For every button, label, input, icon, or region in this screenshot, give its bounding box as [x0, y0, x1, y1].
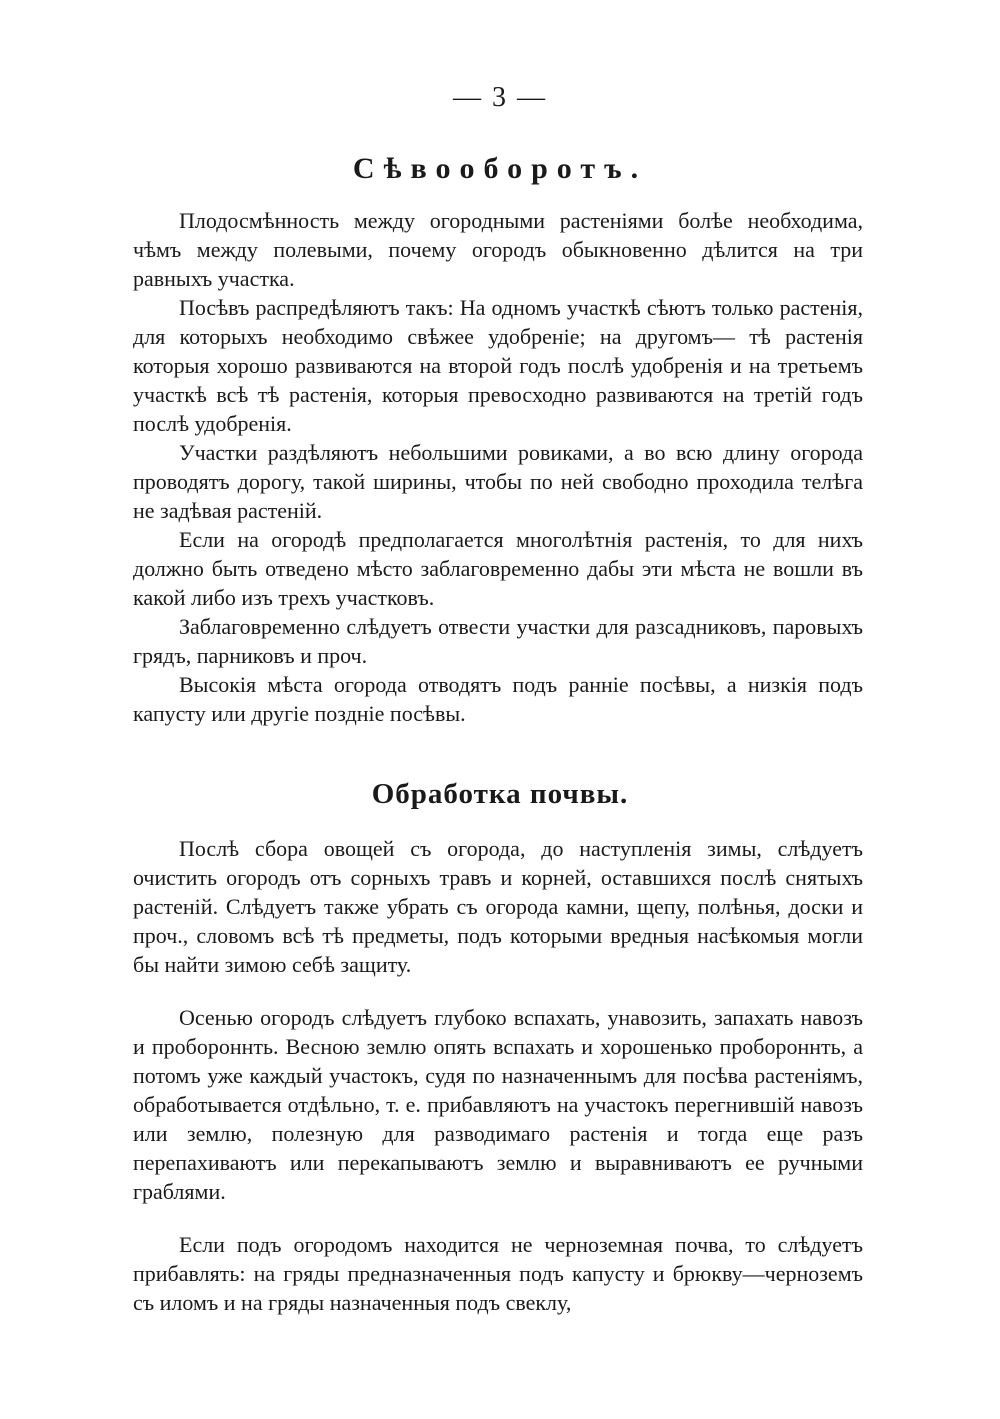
paragraph: Если подъ огородомъ находится не черноземная почва, то слѣдуетъ прибавлять: на гряды предназначенныя подъ капусту и брюкву—черноземъ съ иломъ и на гряды назначенныя подъ свеклу, [133, 1232, 863, 1315]
section-soil-cultivation [133, 834, 863, 1317]
paragraph: Высокія мѣста огорода отводятъ подъ ранніе посѣвы, а низкія подъ капусту или другіе поздніе посѣвы. [133, 672, 863, 726]
paragraph: Заблаговременно слѣдуетъ отвести участки для разсадниковъ, паровыхъ грядъ, парниковъ и проч. [133, 614, 863, 668]
page-number: — 3 — [453, 82, 547, 113]
paragraph: Плодосмѣнность между огородными растеніями болѣе необходима, чѣмъ между полевыми, почему огородъ обыкновенно дѣлится на три равныхъ участка. [133, 208, 863, 291]
paragraph: Если на огородѣ предполагается многолѣтнія растенія, то для нихъ должно быть отведено мѣсто заблаговременно дабы эти мѣста не вошли въ какой либо изъ трехъ участковъ. [133, 527, 863, 610]
section-title-soil-cultivation: Обработка почвы. [371, 778, 629, 810]
paragraph: Осенью огородъ слѣдуетъ глубоко вспахать, унавозить, запахать навозъ и пробороннть. Весною землю опять вспахать и хорошенько пробороннть, а потомъ уже каждый участокъ, судя по назначеннымъ для посѣва растеніямъ, обработывается отдѣльно, т. е. прибавляютъ на участокъ перегнившій навозъ или землю, полезную для разводимаго растенія и тогда еще разъ перепахиваютъ или перекапываютъ землю и выравниваютъ ее ручными граблями. [133, 1005, 863, 1204]
section-crop-rotation [133, 206, 863, 728]
paragraph: Послѣ сбора овощей съ огорода, до наступленія зимы, слѣдуетъ очистить огородъ отъ сорныхъ травъ и корней, оставшихся послѣ снятыхъ растеній. Слѣдуетъ также убрать съ огорода камни, щепу, полѣнья, доски и проч., словомъ всѣ тѣ предметы, подъ которыми вредныя насѣкомыя могли бы найти зимою себѣ защиту. [133, 836, 863, 977]
paragraph: Участки раздѣляютъ небольшими ровиками, а во всю длину огорода проводятъ дорогу, такой ширины, чтобы по ней свободно проходила телѣга не задѣвая растеній. [133, 440, 863, 523]
paragraph: Посѣвъ распредѣляютъ такъ: На одномъ участкѣ сѣютъ только растенія, для которыхъ необходимо свѣжее удобреніе; на другомъ— тѣ растенія которыя хорошо развиваются на второй годъ послѣ удобренія и на третьемъ участкѣ всѣ тѣ растенія, которыя превосходно развиваются на третій годъ послѣ удобренія. [133, 295, 863, 436]
section-title-crop-rotation: Сѣвооборотъ. [352, 152, 648, 185]
